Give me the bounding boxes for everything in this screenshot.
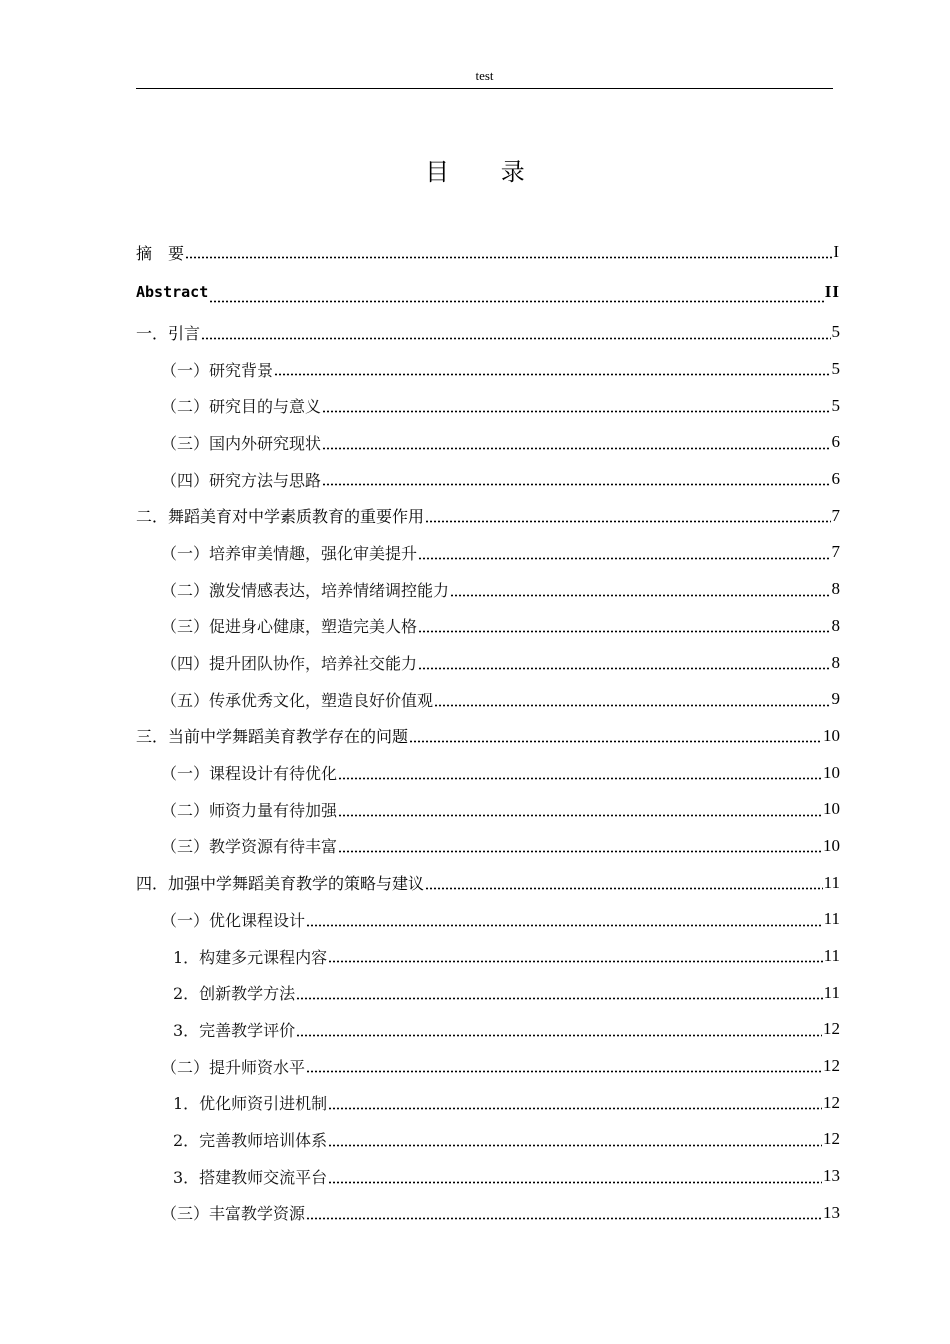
toc-entry[interactable] xyxy=(136,1158,840,1195)
toc-dot-leader xyxy=(425,876,823,890)
toc-dot-leader xyxy=(201,326,830,340)
toc-entry-label: （四）研究方法与思路 xyxy=(161,470,322,490)
toc-entry-page-number: 11 xyxy=(823,946,840,966)
toc-entry-page-number: 12 xyxy=(823,1092,840,1112)
toc-dot-leader xyxy=(328,1133,822,1147)
table-of-contents xyxy=(136,234,840,1231)
toc-entry-page-number: 11 xyxy=(823,872,840,892)
toc-title: 目 录 xyxy=(425,158,547,186)
toc-entry[interactable] xyxy=(136,938,840,975)
toc-dot-leader xyxy=(306,1206,822,1220)
toc-entry[interactable] xyxy=(136,270,840,314)
toc-entry-page-number: 11 xyxy=(823,982,840,1002)
toc-entry[interactable] xyxy=(136,314,840,351)
toc-entry-label: （四）提升团队协作，培养社交能力 xyxy=(161,654,418,674)
toc-entry[interactable] xyxy=(136,571,840,608)
toc-entry-label: 2．完善教师培训体系 xyxy=(173,1130,328,1150)
toc-entry-page-number: 8 xyxy=(831,579,840,599)
toc-entry[interactable] xyxy=(136,1195,840,1232)
toc-entry[interactable] xyxy=(136,461,840,498)
toc-entry-page-number: 8 xyxy=(831,652,840,672)
toc-entry-page-number: 7 xyxy=(831,505,840,525)
toc-dot-leader xyxy=(322,436,830,450)
toc-dot-leader xyxy=(322,399,830,413)
toc-entry-page-number: 7 xyxy=(831,542,840,562)
toc-entry[interactable] xyxy=(136,1048,840,1085)
toc-entry-page-number: 5 xyxy=(831,395,840,415)
toc-entry[interactable] xyxy=(136,864,840,901)
toc-entry-page-number: I xyxy=(833,242,840,261)
page-header xyxy=(136,66,833,89)
toc-entry-label: 2．创新教学方法 xyxy=(173,984,296,1004)
toc-entry[interactable] xyxy=(136,754,840,791)
toc-dot-leader xyxy=(306,1059,822,1073)
toc-entry[interactable] xyxy=(136,351,840,388)
toc-dot-leader xyxy=(425,509,830,523)
toc-entry-page-number: 12 xyxy=(823,1056,840,1076)
toc-entry-page-number: 5 xyxy=(831,322,840,342)
toc-entry-label: 1．构建多元课程内容 xyxy=(173,947,328,967)
toc-entry-label: （一）优化课程设计 xyxy=(161,910,306,930)
toc-entry-label: 三．当前中学舞蹈美育教学存在的问题 xyxy=(136,727,409,747)
toc-entry-page-number: 9 xyxy=(831,689,840,709)
toc-dot-leader xyxy=(338,839,822,853)
toc-dot-leader xyxy=(328,1096,822,1110)
toc-entry-page-number: 10 xyxy=(823,835,840,855)
toc-entry-label: （二）提升师资水平 xyxy=(161,1057,306,1077)
toc-entry[interactable] xyxy=(136,644,840,681)
toc-entry-label: 一．引言 xyxy=(136,323,201,343)
toc-entry-page-number: 13 xyxy=(823,1166,840,1186)
toc-entry-page-number: 6 xyxy=(831,432,840,452)
toc-entry[interactable] xyxy=(136,608,840,645)
toc-entry-label: （三）丰富教学资源 xyxy=(161,1204,306,1224)
toc-dot-leader xyxy=(338,766,822,780)
toc-entry[interactable] xyxy=(136,828,840,865)
toc-entry-page-number: 10 xyxy=(823,799,840,819)
toc-dot-leader xyxy=(418,619,830,633)
toc-entry[interactable] xyxy=(136,1121,840,1158)
toc-entry[interactable] xyxy=(136,681,840,718)
toc-dot-leader xyxy=(306,913,823,927)
toc-entry[interactable] xyxy=(136,901,840,938)
toc-entry-label: （一）培养审美情趣，强化审美提升 xyxy=(161,543,418,563)
toc-entry-page-number: 10 xyxy=(823,762,840,782)
toc-entry-label: 摘 要 xyxy=(136,243,185,263)
toc-dot-leader xyxy=(328,949,822,963)
toc-entry-page-number: 11 xyxy=(823,909,840,929)
toc-entry[interactable] xyxy=(136,497,840,534)
toc-entry-label: （一）研究背景 xyxy=(161,360,274,380)
toc-entry-page-number: 13 xyxy=(823,1202,840,1222)
toc-dot-leader xyxy=(418,656,830,670)
toc-entry-label: （五）传承优秀文化，塑造良好价值观 xyxy=(161,690,434,710)
toc-dot-leader xyxy=(209,289,824,303)
toc-entry-label: 二．舞蹈美育对中学素质教育的重要作用 xyxy=(136,507,425,527)
toc-entry-label: 四．加强中学舞蹈美育教学的策略与建议 xyxy=(136,874,425,894)
toc-entry[interactable] xyxy=(136,1011,840,1048)
toc-dot-leader xyxy=(418,546,830,560)
toc-entry[interactable] xyxy=(136,234,840,270)
toc-dot-leader xyxy=(322,472,830,486)
toc-entry-label: 3．完善教学评价 xyxy=(173,1020,296,1040)
toc-entry[interactable] xyxy=(136,791,840,828)
toc-entry-page-number: 10 xyxy=(823,725,840,745)
toc-entry-label: （二）师资力量有待加强 xyxy=(161,800,338,820)
toc-entry-page-number: II xyxy=(824,282,840,301)
toc-entry-label: Abstract xyxy=(136,283,209,301)
toc-entry-label: 3．搭建教师交流平台 xyxy=(173,1167,328,1187)
toc-dot-leader xyxy=(185,245,832,259)
toc-entry-label: 1．优化师资引进机制 xyxy=(173,1094,328,1114)
toc-entry[interactable] xyxy=(136,534,840,571)
toc-entry-page-number: 12 xyxy=(823,1019,840,1039)
toc-dot-leader xyxy=(328,1170,822,1184)
toc-entry-page-number: 8 xyxy=(831,615,840,635)
toc-entry-label: （一）课程设计有待优化 xyxy=(161,764,338,784)
toc-entry[interactable] xyxy=(136,424,840,461)
toc-entry-label: （二）研究目的与意义 xyxy=(161,397,322,417)
toc-dot-leader xyxy=(296,986,822,1000)
toc-entry-page-number: 6 xyxy=(831,469,840,489)
toc-entry[interactable] xyxy=(136,387,840,424)
header-text: test xyxy=(475,68,494,83)
toc-entry[interactable] xyxy=(136,1084,840,1121)
toc-dot-leader xyxy=(409,729,822,743)
toc-entry-label: （三）促进身心健康，塑造完美人格 xyxy=(161,617,418,637)
toc-entry-label: （二）激发情感表达，培养情绪调控能力 xyxy=(161,580,450,600)
toc-entry-label: （三）国内外研究现状 xyxy=(161,433,322,453)
toc-dot-leader xyxy=(434,693,830,707)
toc-dot-leader xyxy=(274,362,830,376)
toc-dot-leader xyxy=(296,1023,822,1037)
toc-entry-label: （三）教学资源有待丰富 xyxy=(161,837,338,857)
toc-dot-leader xyxy=(450,583,830,597)
toc-dot-leader xyxy=(338,803,822,817)
toc-entry-page-number: 5 xyxy=(831,359,840,379)
toc-entry-page-number: 12 xyxy=(823,1129,840,1149)
toc-entry[interactable] xyxy=(136,718,840,755)
toc-entry[interactable] xyxy=(136,974,840,1011)
